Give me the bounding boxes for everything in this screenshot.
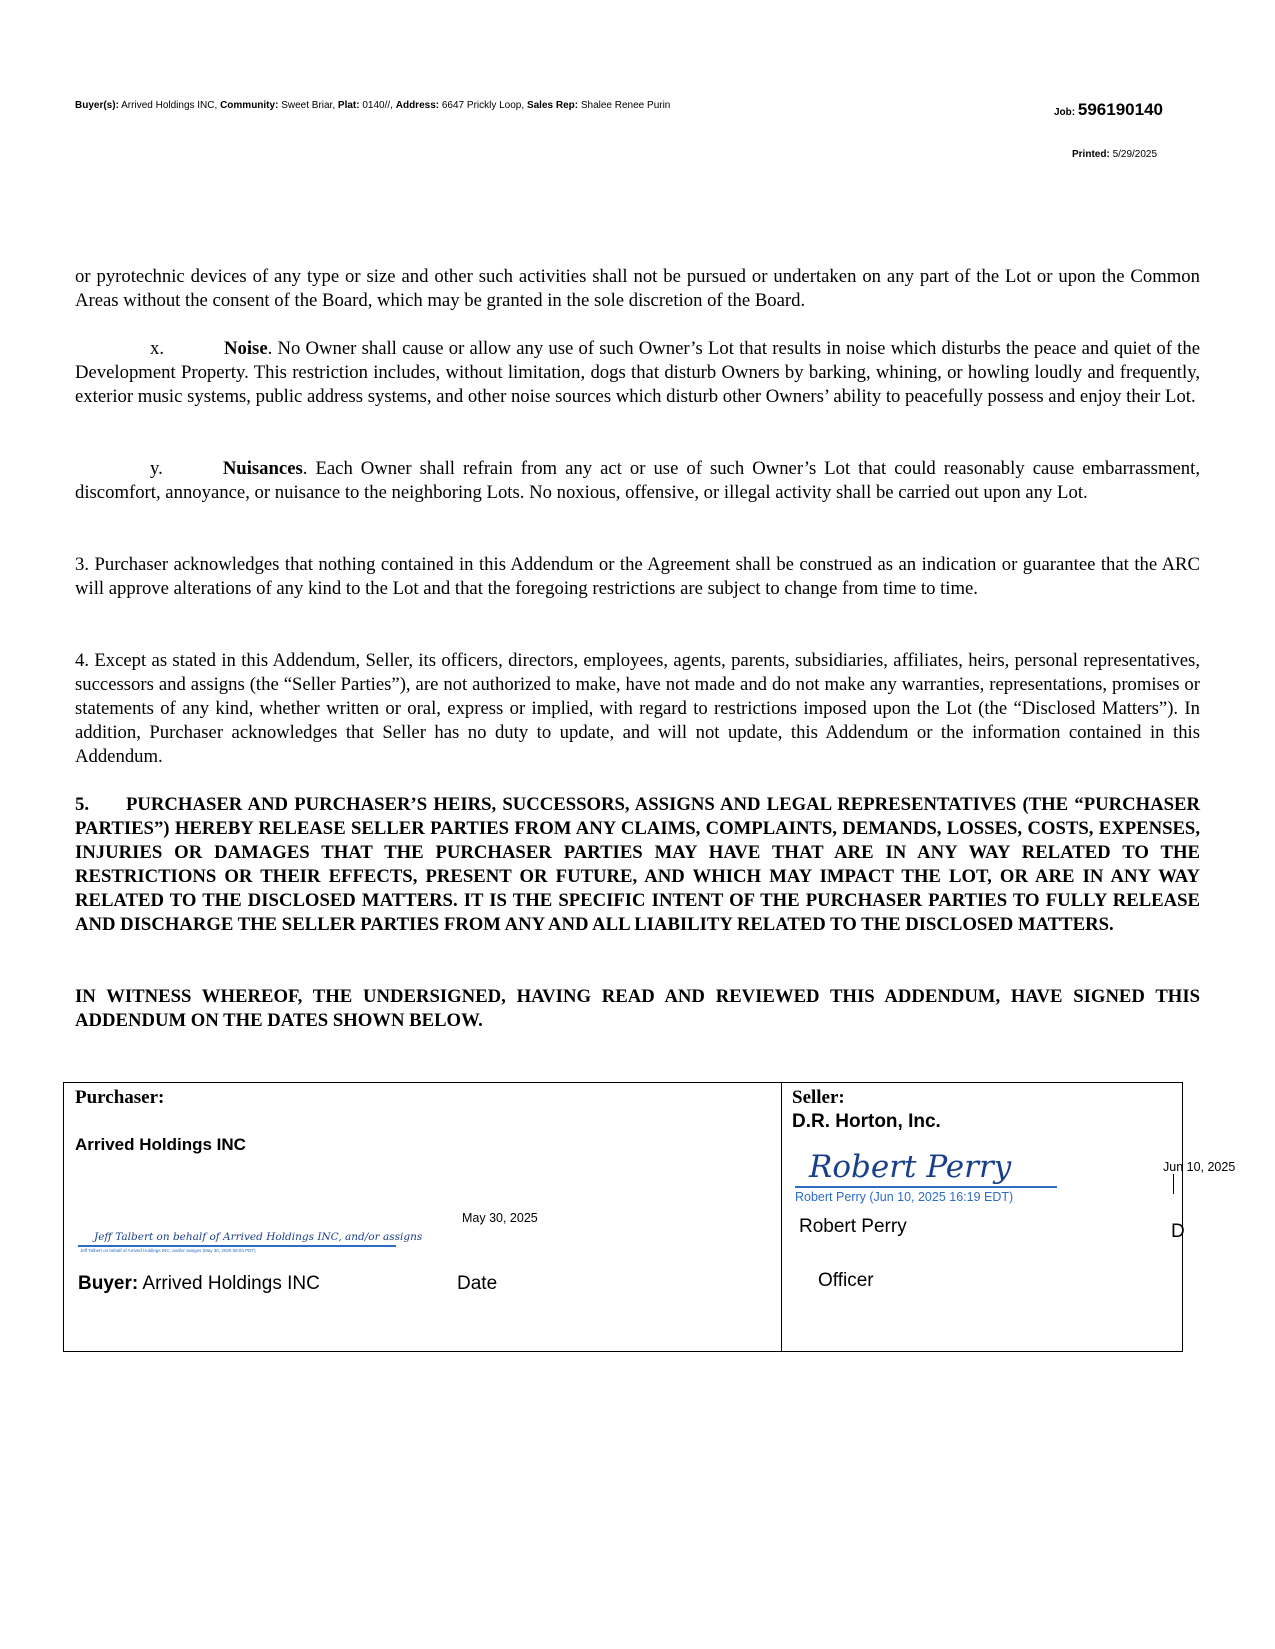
paragraph-text [75,457,1200,505]
purchaser-signature-caption: Jeff Talbert on behalf of Arrived Holdings INC, and/or assigns (May 30, 2025 08:04 PDT) [80,1248,256,1253]
section-title-nuisances: Nuisances [222,458,303,479]
community-value: Sweet Briar, [281,100,336,111]
seller-date-label-fragment: D [1171,1221,1185,1242]
paragraph-text: 3. Purchaser acknowledges that nothing contained in this Addendum or the Agreement shall be construed as an indication or guarantee that the ARC will approve alterations of any kind to the Lot and that the foregoing restrictions are subject to change from time to time. [75,554,1200,599]
plat-value: 0140//, [362,100,393,111]
buyer-line [78,1273,320,1295]
sales-rep-label: Sales Rep: [526,100,579,111]
paragraph-nuisances [75,457,1200,505]
purchaser-label: Purchaser: [75,1087,165,1108]
buyer-value: Arrived Holdings INC, [121,100,218,111]
paragraph-noise [75,337,1200,409]
job-value: 596190140 [1077,100,1163,119]
nuisances-text: . Each Owner shall refrain from any act or use of such Owner’s Lot that could reasonably cause embarrassment, discomfort, annoyance, or nuisance to the neighboring Lots. No noxious, offensive, or illegal activity shall be carried out upon any Lot. [75,458,1200,503]
paragraph-pyrotechnic [75,265,1200,313]
paragraph-3 [75,553,1200,601]
signature-line [795,1186,1057,1188]
signature-line [78,1245,396,1247]
date-field-edge [1173,1174,1174,1194]
address-label: Address: [395,100,440,111]
job-label: Job: [1054,107,1076,118]
seller-company: D.R. Horton, Inc. [792,1111,941,1132]
community-label: Community: [220,100,279,111]
signature-table [63,1082,1183,1352]
witness-clause [75,985,1200,1033]
printed-value: 5/29/2025 [1112,149,1158,160]
seller-signature-caption: Robert Perry (Jun 10, 2025 16:19 EDT) [795,1190,1014,1204]
paragraph-text: IN WITNESS WHEREOF, THE UNDERSIGNED, HAVING READ AND REVIEWED THIS ADDENDUM, HAVE SIGNED THIS ADDENDUM ON THE DATES SHOWN BELOW. [75,986,1200,1031]
plat-label: Plat: [337,100,360,111]
section-title-noise: Noise [224,338,268,359]
seller-name: Robert Perry [799,1216,907,1237]
printed-date [1072,149,1157,160]
paragraph-5-release [75,793,1200,937]
noise-text: . No Owner shall cause or allow any use of such Owner’s Lot that results in noise which disturbs the peace and quiet of the Development Property. This restriction includes, without limitation, dogs that disturb Owners by barking, whining, or howling loudly and frequently, exterior music systems, public address systems, and other noise sources which disturb other Owners’ ability to peacefully possess and enjoy their Lot. [75,338,1200,407]
paragraph-text [75,793,1200,937]
paragraph-text: or pyrotechnic devices of any type or size and other such activities shall not be pursued or undertaken on any part of the Lot or upon the Common Areas without the consent of the Board, which may be granted in the sole discretion of the Board. [75,266,1200,311]
item-marker: y. [150,458,163,479]
purchaser-name: Arrived Holdings INC [75,1135,246,1154]
date-label: Date [457,1273,498,1294]
table-divider [781,1083,782,1351]
seller-signature: Robert Perry [809,1149,1012,1185]
seller-label: Seller: [792,1087,845,1108]
buyer-line-name: Arrived Holdings INC [142,1273,320,1294]
job-number [1054,100,1163,120]
item-marker: x. [150,338,165,359]
paragraph-4 [75,649,1200,769]
paragraph-number: 5. [75,794,90,815]
buyer-line-label: Buyer: [78,1273,139,1294]
purchaser-sign-date: May 30, 2025 [462,1211,538,1225]
release-text: PURCHASER AND PURCHASER’S HEIRS, SUCCESSORS, ASSIGNS AND LEGAL REPRESENTATIVES (THE “PURCHASER PARTIES”) HEREBY RELEASE SELLER PARTIES FROM ANY CLAIMS, COMPLAINTS, DEMANDS, LOSSES, COSTS, EXPENSES, INJURIES OR DAMAGES THAT THE PURCHASER PARTIES MAY HAVE THAT ARE IN ANY WAY RELATED TO THE RESTRICTIONS OR THEIR EFFECTS, PRESENT OR FUTURE, AND WHICH MAY IMPACT THE LOT, OR ARE IN ANY WAY RELATED TO THE DISCLOSED MATTERS. IT IS THE SPECIFIC INTENT OF THE PURCHASER PARTIES TO FULLY RELEASE AND DISCHARGE THE SELLER PARTIES FROM ANY AND ALL LIABILITY RELATED TO THE DISCLOSED MATTERS. [75,794,1200,935]
seller-title: Officer [818,1270,874,1291]
paragraph-text: 4. Except as stated in this Addendum, Seller, its officers, directors, employees, agents, parents, subsidiaries, affiliates, heirs, personal representatives, successors and assigns (the “Seller Parties”), are not authorized to make, have not made and do not make any warranties, representations, promises or statements of any kind, whether written or oral, express or implied, with regard to restrictions imposed upon the Lot (the “Disclosed Matters”). In addition, Purchaser acknowledges that Seller has no duty to update, and will not update, this Addendum or the information contained in this Addendum. [75,650,1200,767]
buyer-label: Buyer(s): [75,100,119,111]
address-value: 6647 Prickly Loop, [441,100,525,111]
document-header [75,100,670,111]
sales-rep-value: Shalee Renee Purin [580,100,671,111]
printed-label: Printed: [1072,149,1110,160]
paragraph-text [75,337,1200,409]
purchaser-signature: Jeff Talbert on behalf of Arrived Holdings INC, and/or assigns [94,1231,423,1243]
seller-sign-date: Jun 10, 2025 [1163,1160,1236,1174]
